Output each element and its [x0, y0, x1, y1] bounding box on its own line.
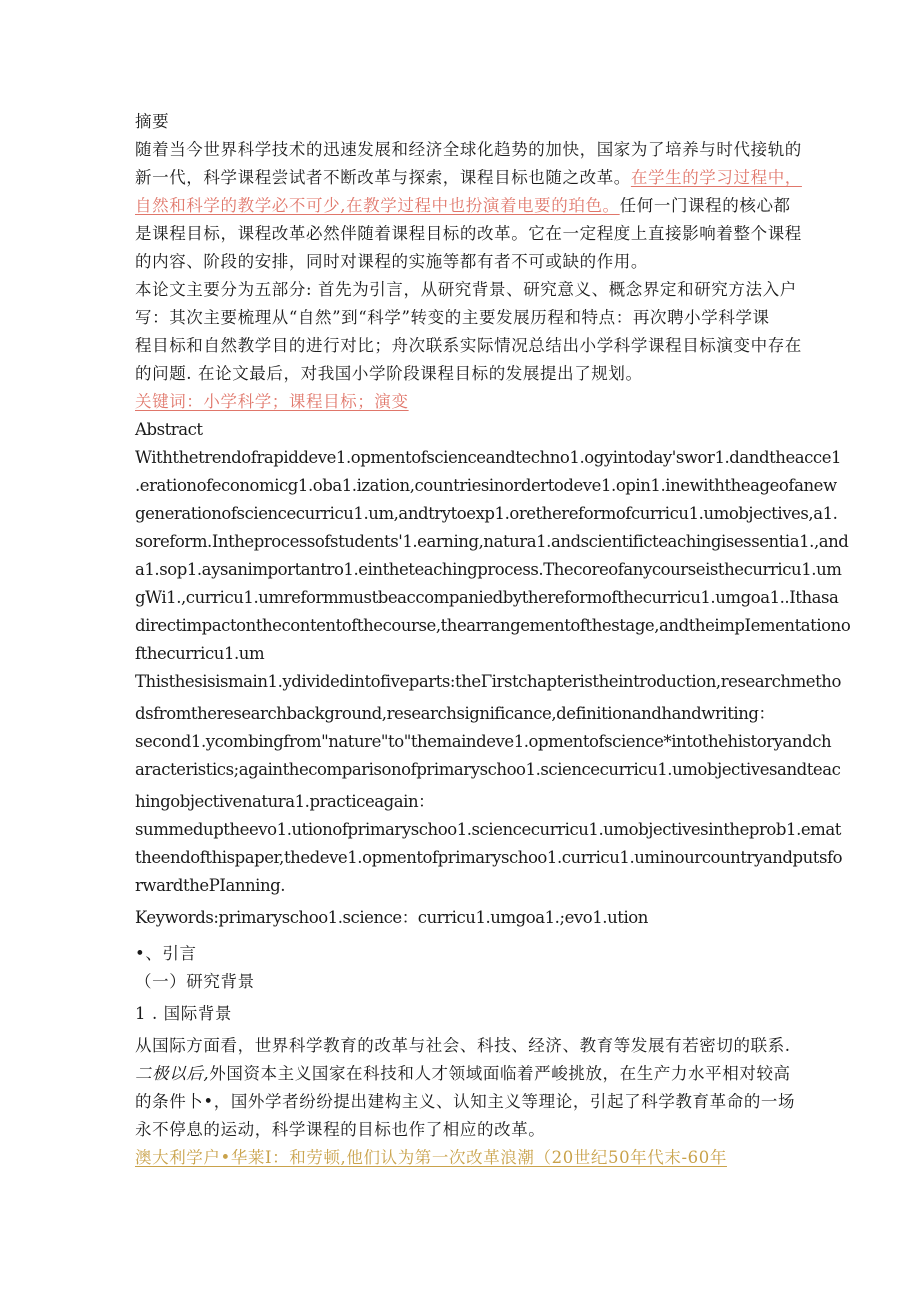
abstract-en-line: .erationofeconomicg1.oba1.ization,countriesinordertodeve1.opin1.inewiththeageofanew	[135, 476, 837, 495]
keywords-en: Keywords:primaryschoo1.science：curricu1.umgoa1.;evo1.ution	[135, 908, 648, 927]
subsection-heading: （一）研究背景	[135, 972, 255, 991]
abstract-zh-line: 是课程目标，课程改革必然伴随着课程目标的改革。它在一定程度上直接影响着整个课程	[135, 224, 802, 243]
body-line: 的条件卜•，国外学者纷纷提出建构主义、认知主义等理论，引起了科学教育革命的一场	[135, 1092, 796, 1111]
highlighted-text: 自然和科学的教学必不可少,在教学过程中也扮演着电要的珀色。	[135, 196, 620, 215]
abstract-zh-line: 的内容、阶段的安排，同时对课程的实施等都有者不可或缺的作用。	[135, 252, 648, 271]
abstract-zh-line: 的问题. 在论文最后，对我国小学阶段课程目标的发展提出了规划。	[135, 364, 643, 383]
abstract-zh-line	[135, 192, 791, 216]
abstract-en-line: gWi1.,curricu1.umreformmustbeaccompaniedbythereformofthecurricu1.umgoa1..Ithasa	[135, 588, 839, 607]
abstract-zh-text: 任何一门课程的核心都	[619, 196, 791, 215]
keywords-zh: 关键词：小学科学；课程目标；演变	[135, 392, 409, 411]
abstract-en-line: theendofthispaper,thedeve1.opmentofprimaryschoo1.curricu1.uminourcountryandputsfo	[135, 848, 843, 867]
body-line	[135, 1060, 791, 1084]
section-heading: •、引言	[135, 944, 197, 963]
abstract-en-line: summeduptheevo1.utionofprimaryschoo1.sciencecurricu1.umobjectivesintheprob1.emat	[135, 820, 841, 839]
abstract-en-line: aracteristics;againthecomparisonofprimaryschoo1.sciencecurricu1.umobjectivesandteac	[135, 760, 841, 779]
body-text: 外国资本主义国家在科技和人才领域面临着严峻挑放，在生产力水平相对较高	[209, 1064, 791, 1083]
abstract-en-line: hingobjectivenatura1.practiceagain：	[135, 792, 435, 811]
abstract-en-line: generationofsciencecurricu1.um,andtrytoexp1.orethereformofcurricu1.umobjectives,a1.	[135, 504, 838, 523]
abstract-zh-text: 新一代，科学课程尝试者不断改革与探索，课程目标也随之改革。	[135, 168, 631, 187]
citation-line: 澳大利学户•华莱I：和劳顿,他们认为第一次改革浪潮（20世纪50年代末-60年	[135, 1148, 727, 1167]
subsubsection-heading: 1 . 国际背景	[135, 1004, 233, 1023]
body-line: 从国际方面看，世界科学教育的改革与社会、科技、经济、教育等发展有若密切的联系.	[135, 1036, 791, 1055]
highlighted-text: 在学生的学习过程中，	[630, 168, 802, 187]
abstract-zh-line	[135, 164, 802, 188]
abstract-zh-heading: 摘要	[135, 112, 170, 131]
abstract-zh-line: 程目标和自然教学目的进行对比；舟次联系实际情况总结出小学科学课程目标演变中存在	[135, 336, 802, 355]
abstract-en-line: dsfromtheresearchbackground,researchsignificance,definitionandhandwriting：	[135, 704, 775, 723]
abstract-en-heading: Abstract	[135, 420, 203, 439]
abstract-en-line: directimpactonthecontentofthecourse,thearrangementofthestage,andtheimpIementationo	[135, 616, 851, 635]
abstract-zh-line: 写：其次主要梳理从“自然”到“科学”转变的主要发展历程和特点：再次聘小学科学课	[135, 308, 770, 327]
abstract-en-line: fthecurricu1.um	[135, 644, 265, 663]
abstract-en-line: Withthetrendofrapiddeve1.opmentofscienceandtechno1.ogyintoday'swor1.dandtheacce1	[135, 448, 842, 467]
abstract-zh-line: 随着当今世界科学技术的迅速发展和经济全球化趋势的加快，国家为了培养与时代接轨的	[135, 140, 802, 159]
abstract-en-line: Thisthesisismain1.ydividedintofiveparts:theΓirstchapteristheintroduction,researchmetho	[135, 672, 841, 691]
body-line: 永不停息的运动，科学课程的目标也作了相应的改革。	[135, 1120, 546, 1139]
abstract-en-line: a1.sop1.aysanimportantro1.eintheteachingprocess.Thecoreofanycourseisthecurricu1.um	[135, 560, 842, 579]
italic-text: 二极以后,	[135, 1064, 210, 1083]
abstract-zh-line: 本论文主要分为五部分: 首先为引言，从研究背景、研究意义、概念界定和研究方法入户	[135, 280, 797, 299]
abstract-en-line: rwardthePIanning.	[135, 876, 286, 895]
abstract-en-line: soreform.Intheprocessofstudents'1.earning,natura1.andscientificteachingisessentia1.,and	[135, 532, 849, 551]
abstract-en-line: second1.ycombingfrom"nature"to"themaindeve1.opmentofscience*intothehistoryandch	[135, 732, 832, 751]
